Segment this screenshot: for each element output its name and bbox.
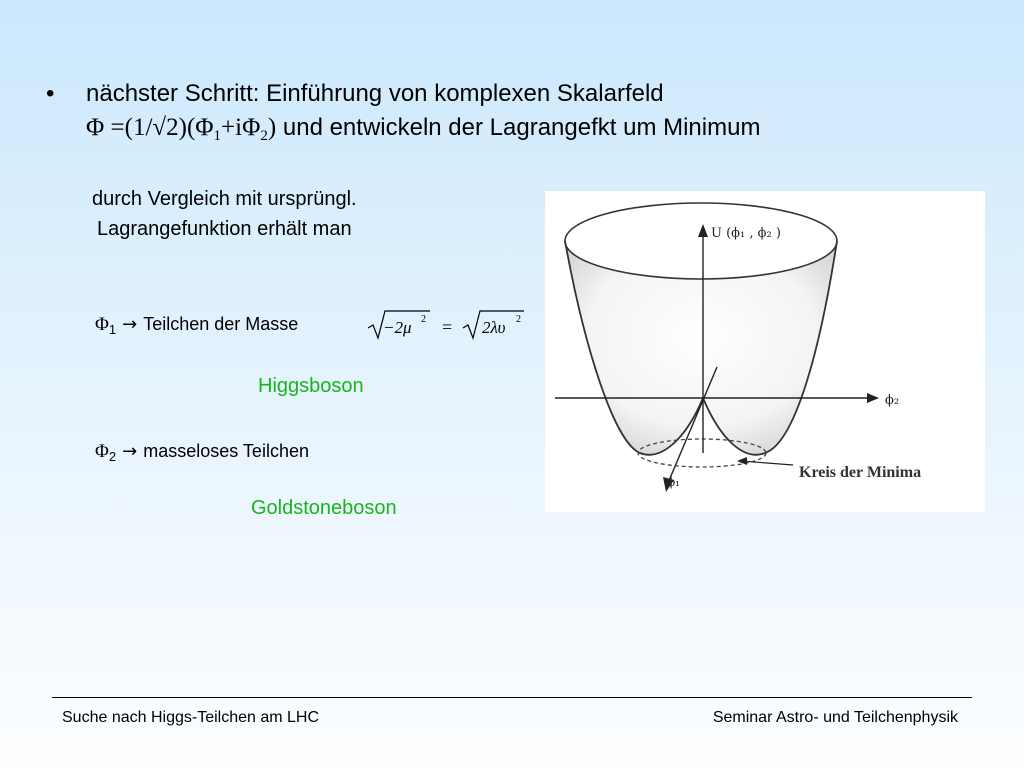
- goldstoneboson-label: Goldstoneboson: [251, 497, 397, 519]
- potential-diagram: [545, 191, 985, 512]
- bullet-marker: •: [46, 80, 55, 107]
- phi1-axis-label: ϕ₁: [667, 475, 680, 489]
- u-axis-label: U (ϕ₁ , ϕ₂ ): [711, 226, 781, 241]
- mexican-hat-potential-figure: [545, 191, 985, 512]
- minima-pointer-arrowhead: [737, 457, 747, 465]
- footer-divider: [52, 697, 972, 698]
- svg-text:2: 2: [421, 314, 426, 325]
- phi2-row: $\Phi_2$ → masseloses Teilchen: [95, 441, 309, 464]
- complex-field-formula: $\Phi =(1/√2)(\Phi_1+i\Phi_2)$: [86, 114, 277, 144]
- bullet-line2-text: und entwickeln der Lagrangefkt um Minimum: [282, 114, 761, 141]
- bullet-text-line2: [86, 114, 760, 145]
- phi1-row: $\Phi_1$ → Teilchen der Masse: [95, 314, 299, 337]
- bowl-rim: [565, 203, 837, 279]
- svg-text:=: =: [442, 317, 453, 337]
- phi2-axis-label: ϕ₂: [885, 393, 900, 408]
- comparison-text: durch Vergleich mit ursprüngl. Lagrangefunktion erhält man: [92, 188, 357, 240]
- svg-text:−2μ: −2μ: [383, 318, 412, 337]
- minima-label: Kreis der Minima: [799, 464, 922, 481]
- svg-text:2λυ: 2λυ: [482, 318, 506, 337]
- bullet-text-line1: nächster Schritt: Einführung von komplexen Skalarfeld: [86, 80, 664, 107]
- footer-left-text: Suche nach Higgs-Teilchen am LHC: [62, 709, 320, 726]
- higgsboson-label: Higgsboson: [258, 375, 364, 397]
- minima-pointer: [741, 461, 793, 465]
- phi2-axis-arrowhead: [867, 393, 879, 403]
- svg-text:2: 2: [516, 314, 521, 325]
- mass-formula: [366, 306, 530, 342]
- footer-right-text: Seminar Astro- und Teilchenphysik: [712, 709, 958, 726]
